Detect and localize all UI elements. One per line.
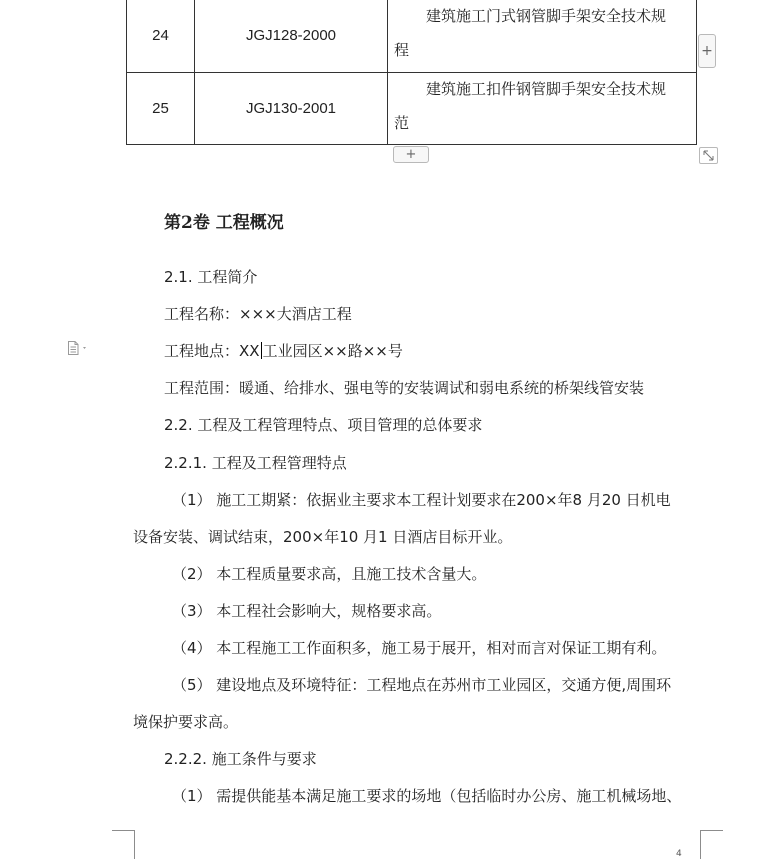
section-heading: 2.1. 工程简介 bbox=[164, 268, 258, 286]
standards-table bbox=[126, 0, 697, 145]
list-item: （1） 施工工期紧：依据业主要求本工程计划要求在200×年8 月20 日机电 bbox=[172, 491, 671, 509]
row-number[interactable]: 25 bbox=[127, 72, 195, 144]
project-scope: 工程范围：暖通、给排水、强电等的安装调试和弱电系统的桥架线管安装 bbox=[164, 379, 645, 397]
location-text-a: 工程地点：XX bbox=[164, 342, 260, 360]
table-row bbox=[127, 72, 696, 144]
add-row-button[interactable]: + bbox=[393, 146, 429, 163]
table-row bbox=[127, 0, 696, 73]
list-item: （3） 本工程社会影响大，规格要求高。 bbox=[172, 602, 442, 620]
chapter-title: 第2卷 工程概况 bbox=[164, 213, 284, 233]
standard-title[interactable] bbox=[388, 72, 696, 144]
project-location[interactable] bbox=[164, 340, 403, 361]
resize-icon bbox=[700, 148, 717, 163]
list-item: （4） 本工程施工工作面积多，施工易于展开，相对而言对保证工期有利。 bbox=[172, 639, 667, 657]
standard-title-line1: 建筑施工门式钢管脚手架安全技术规 bbox=[426, 7, 667, 25]
page-corner-mark bbox=[112, 830, 135, 859]
standard-code[interactable]: JGJ128-2000 bbox=[195, 0, 388, 72]
section-heading: 2.2. 工程及工程管理特点、项目管理的总体要求 bbox=[164, 416, 483, 434]
subsection-heading: 2.2.1. 工程及工程管理特点 bbox=[164, 454, 347, 472]
page-corner-mark bbox=[700, 830, 723, 859]
standard-title-line2: 范 bbox=[394, 114, 410, 132]
add-column-button[interactable]: + bbox=[698, 34, 716, 68]
standard-code[interactable]: JGJ130-2001 bbox=[195, 72, 388, 144]
table-resize-handle[interactable] bbox=[699, 147, 718, 164]
project-name: 工程名称：×××大酒店工程 bbox=[164, 305, 352, 323]
document-icon bbox=[67, 340, 91, 356]
paragraph-menu[interactable] bbox=[67, 340, 91, 356]
list-item: （1） 需提供能基本满足施工要求的场地（包括临时办公房、施工机械场地、 bbox=[172, 787, 682, 805]
list-item-continuation: 设备安装、调试结束，200×年10 月1 日酒店目标开业。 bbox=[133, 528, 513, 546]
row-number[interactable]: 24 bbox=[127, 0, 195, 72]
subsection-heading: 2.2.2. 施工条件与要求 bbox=[164, 750, 317, 768]
standard-title-line1: 建筑施工扣件钢管脚手架安全技术规 bbox=[426, 80, 667, 98]
list-item: （5） 建设地点及环境特征：工程地点在苏州市工业园区，交通方便,周围环 bbox=[172, 676, 672, 694]
location-text-b: 工业园区××路××号 bbox=[262, 342, 403, 360]
page-number: 4 bbox=[676, 849, 682, 859]
list-item: （2） 本工程质量要求高，且施工技术含量大。 bbox=[172, 565, 487, 583]
text-cursor bbox=[261, 342, 262, 359]
standard-title-line2: 程 bbox=[394, 41, 410, 59]
list-item-continuation: 境保护要求高。 bbox=[133, 713, 239, 731]
standard-title[interactable] bbox=[388, 0, 696, 72]
